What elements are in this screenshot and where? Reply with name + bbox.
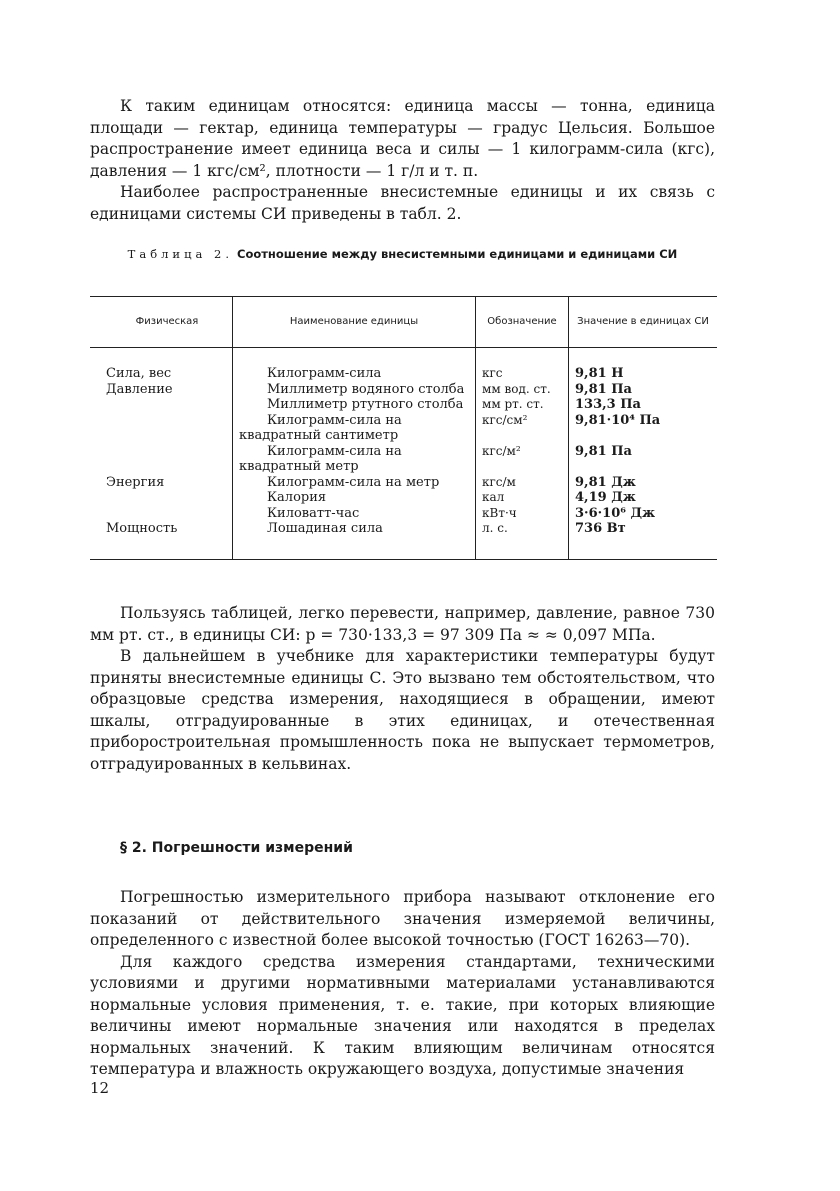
cell-symbol: кгс/м²: [476, 444, 569, 475]
intro-paragraph-1: К таким единицам относятся: единица массы — тонна, единица площади — гектар, единица температуры — градус Цельсия. Большое распространение имеет единица веса и силы — 1 килограмм-сила (кгс), давления — 1 кгс/см², плотности — 1 г/л и т. п.: [90, 97, 715, 180]
cell-quantity: [90, 413, 233, 444]
cell-value: 736 Вт: [569, 521, 718, 559]
table-row: [90, 413, 717, 444]
table-caption: [90, 247, 715, 262]
page-number: 12: [90, 1079, 110, 1097]
intro-block: [90, 96, 715, 225]
cell-quantity: Мощность: [106, 521, 178, 536]
cell-unit: Киловатт-час: [267, 505, 360, 521]
units-table: [90, 296, 717, 560]
cell-quantity: [90, 506, 233, 522]
cell-value: 9,81 Па: [569, 382, 718, 398]
table-row: [90, 444, 717, 475]
after-paragraph-1: Пользуясь таблицей, легко перевести, например, давление, равное 730 мм рт. ст., в единицы СИ: p = 730·133,3 = 97 309 Па ≈ ≈ 0,097 МПа.: [90, 604, 715, 644]
table-caption-label: Таблица 2.: [127, 247, 233, 261]
after-table-block: [90, 603, 715, 775]
cell-unit: Килограмм-сила на квадратный сантиметр: [239, 412, 402, 443]
section-body: [90, 887, 715, 1081]
section-heading: § 2. Погрешности измерений: [120, 840, 353, 856]
cell-value: 9,81 Дж: [569, 475, 718, 491]
cell-quantity: Сила, вес: [106, 366, 172, 381]
header-quantity: Физическая: [90, 297, 233, 348]
cell-value: 133,3 Па: [569, 397, 718, 413]
after-paragraph-2: В дальнейшем в учебнике для характеристики температуры будут приняты внесистемные единицы С. Это вызвано тем обстоятельством, что образцовые средства измерения, находящиеся в обращении, имеют шкалы, отградуированные в этих единицах, и отечественная приборостроительная промышленность пока не выпускает термометров, отградуированных в кельвинах.: [90, 647, 715, 773]
cell-quantity: [90, 444, 233, 475]
cell-symbol: мм вод. ст.: [476, 382, 569, 398]
cell-unit: Килограмм-сила на метр: [267, 474, 440, 490]
cell-symbol: кгс/м: [476, 475, 569, 491]
header-si-value: Значение в единицах СИ: [569, 297, 718, 348]
cell-value: 4,19 Дж: [569, 490, 718, 506]
cell-quantity: Давление: [106, 381, 173, 397]
cell-quantity: [90, 490, 233, 506]
cell-symbol: мм рт. ст.: [476, 397, 569, 413]
cell-value: 3·6·10⁶ Дж: [569, 506, 718, 522]
cell-quantity: [90, 397, 233, 413]
cell-unit: Килограмм-сила: [267, 366, 382, 381]
table-row: [90, 397, 717, 413]
table-row: [90, 475, 717, 491]
cell-quantity: Энергия: [106, 474, 165, 490]
cell-unit: Миллиметр ртутного столба: [267, 397, 464, 412]
cell-symbol: кал: [476, 490, 569, 506]
cell-unit: Лошадиная сила: [267, 521, 383, 536]
cell-unit: Килограмм-сила на квадратный метр: [239, 443, 402, 474]
table-row: [90, 506, 717, 522]
table-header-row: [90, 297, 717, 348]
cell-unit: Миллиметр водяного столба: [267, 381, 465, 397]
cell-symbol: кгс/см²: [476, 413, 569, 444]
header-symbol: Обозначение: [476, 297, 569, 348]
header-unit-name: Наименование единицы: [233, 297, 476, 348]
intro-paragraph-2: Наиболее распространенные внесистемные единицы и их связь с единицами системы СИ приведены в табл. 2.: [90, 183, 715, 223]
cell-unit: Калория: [267, 490, 327, 505]
table-row: [90, 382, 717, 398]
cell-value: 9,81 Па: [569, 444, 718, 475]
cell-value: 9,81 Н: [569, 348, 718, 382]
cell-value: 9,81·10⁴ Па: [569, 413, 718, 444]
table-row: [90, 521, 717, 559]
table-row: [90, 490, 717, 506]
table-row: [90, 348, 717, 382]
cell-symbol: л. с.: [476, 521, 569, 559]
section-paragraph-1: Погрешностью измерительного прибора называют отклонение его показаний от действительного значения измеряемой величины, определенного с известной более высокой точностью (ГОСТ 16263—70).: [90, 888, 715, 949]
table-caption-text: Соотношение между внесистемными единицами и единицами СИ: [237, 247, 678, 261]
cell-symbol: кгс: [476, 348, 569, 382]
section-paragraph-2: Для каждого средства измерения стандартами, техническими условиями и другими нормативными материалами устанавливаются нормальные условия применения, т. е. такие, при которых влияющие величины имеют нормальные значения или находятся в пределах нормальных значений. К таким влияющим величинам относятся температура и влажность окружающего воздуха, допустимые значения: [90, 952, 715, 1078]
cell-symbol: кВт·ч: [476, 506, 569, 522]
